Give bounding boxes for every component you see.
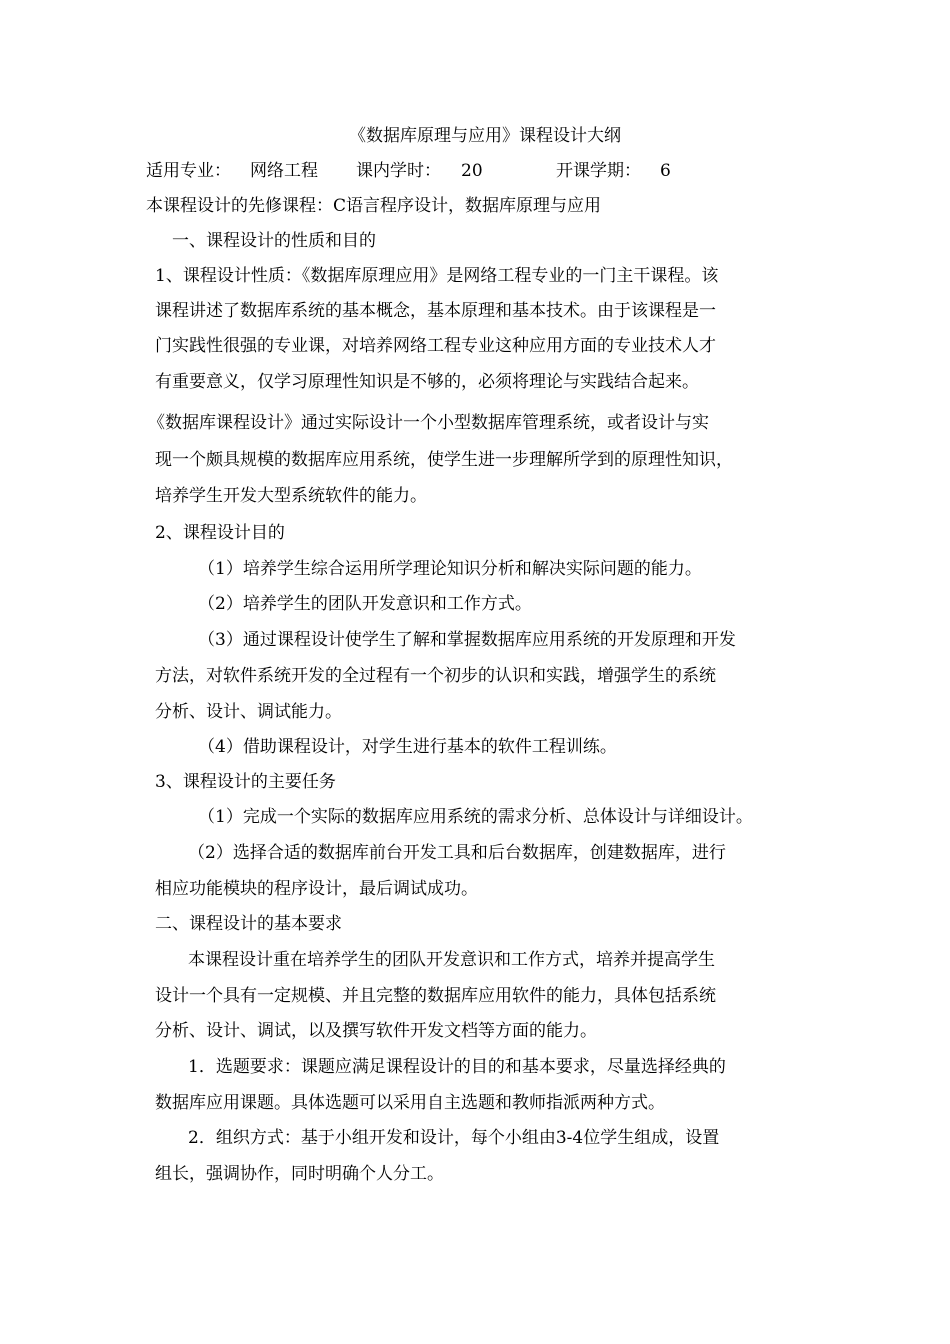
course-meta-row (0, 159, 950, 183)
body-line: 相应功能模块的程序设计，最后调试成功。 (155, 879, 478, 899)
list-item: （2）培养学生的团队开发意识和工作方式。 (198, 594, 532, 614)
body-line: 有重要意义，仅学习原理性知识是不够的，必须将理论与实践结合起来。 (155, 372, 699, 392)
body-line: 课程讲述了数据库系统的基本概念，基本原理和基本技术。由于该课程是一 (155, 301, 716, 321)
list-item: （1）培养学生综合运用所学理论知识分析和解决实际问题的能力。 (198, 559, 702, 579)
body-line: 本课程设计重在培养学生的团队开发意识和工作方式，培养并提高学生 (188, 950, 715, 970)
body-line: 门实践性很强的专业课，对培养网络工程专业这种应用方面的专业技术人才 (155, 336, 716, 356)
list-item: （2）选择合适的数据库前台开发工具和后台数据库，创建数据库，进行 (188, 843, 726, 863)
body-line: 组长，强调协作，同时明确个人分工。 (155, 1164, 444, 1184)
major-value: 网络工程 (250, 161, 318, 181)
prerequisite-line: 本课程设计的先修课程：C语言程序设计，数据库原理与应用 (146, 196, 602, 216)
list-item: 1．选题要求：课题应满足课程设计的目的和基本要求，尽量选择经典的 (188, 1057, 726, 1077)
body-line: 培养学生开发大型系统软件的能力。 (155, 486, 427, 506)
body-line: 现一个颇具规模的数据库应用系统，使学生进一步理解所学到的原理性知识， (155, 450, 733, 470)
document-title: 《数据库原理与应用》课程设计大纲 (349, 126, 621, 146)
hours-label: 课内学时： (356, 161, 441, 181)
body-line: 《数据库课程设计》通过实际设计一个小型数据库管理系统，或者设计与实 (148, 413, 709, 433)
section-heading-2: 二、课程设计的基本要求 (155, 914, 342, 934)
body-line: 数据库应用课题。具体选题可以采用自主选题和教师指派两种方式。 (155, 1093, 665, 1113)
semester-value: 6 (660, 161, 671, 181)
major-label: 适用专业： (146, 161, 231, 181)
list-item: （4）借助课程设计，对学生进行基本的软件工程训练。 (198, 737, 617, 757)
body-line: 1、课程设计性质：《数据库原理应用》是网络工程专业的一门主干课程。该 (155, 266, 719, 286)
subsection-heading: 2、课程设计目的 (155, 523, 285, 543)
body-line: 分析、设计、调试能力。 (155, 702, 342, 722)
subsection-heading: 3、课程设计的主要任务 (155, 772, 336, 792)
body-line: 设计一个具有一定规模、并且完整的数据库应用软件的能力，具体包括系统 (155, 986, 716, 1006)
list-item: 2．组织方式：基于小组开发和设计，每个小组由3-4位学生组成，设置 (188, 1128, 720, 1148)
body-line: 方法，对软件系统开发的全过程有一个初步的认识和实践，增强学生的系统 (155, 666, 716, 686)
list-item: （1）完成一个实际的数据库应用系统的需求分析、总体设计与详细设计。 (198, 807, 753, 827)
semester-label: 开课学期： (556, 161, 641, 181)
body-line: 分析、设计、调试，以及撰写软件开发文档等方面的能力。 (155, 1021, 597, 1041)
list-item: （3）通过课程设计使学生了解和掌握数据库应用系统的开发原理和开发 (198, 630, 736, 650)
section-heading-1: 一、课程设计的性质和目的 (172, 231, 376, 251)
hours-value: 20 (461, 161, 483, 181)
